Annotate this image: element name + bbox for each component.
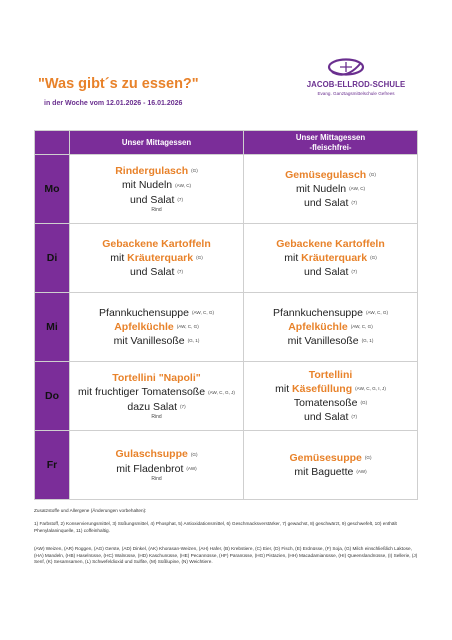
side-dish: mit Nudeln <box>121 179 173 192</box>
allergen-tag: (AW, C) <box>175 182 192 188</box>
day-label: Mi <box>35 293 70 362</box>
side-dish: mit Nudeln <box>295 182 347 195</box>
meat-note: Rind <box>151 206 162 213</box>
menu-table <box>34 130 418 500</box>
side-highlight: Käsefüllung <box>292 382 353 395</box>
side-dish: und Salat <box>130 193 175 206</box>
meal-vegetarian <box>244 362 418 431</box>
side-dish: und Salat <box>304 411 349 424</box>
menu-row-friday <box>35 431 418 500</box>
menu-row-wednesday <box>35 293 418 362</box>
day-label: Do <box>35 362 70 431</box>
dish-name: Gemüsesuppe <box>289 451 362 464</box>
week-range: in der Woche vom 12.01.2026 - 16.01.2026 <box>44 100 183 107</box>
header-corner <box>35 131 70 155</box>
allergen-tag: (7) <box>351 269 357 275</box>
allergen-tag: (7) <box>180 403 186 409</box>
header-vegetarian-label: Unser Mittagessen <box>295 132 366 142</box>
side-dish: mit fruchtiger Tomatensoße <box>78 386 206 399</box>
allergen-tag: (AW, C, G) <box>191 309 214 315</box>
allergen-tag: (G, 1) <box>187 338 200 344</box>
allergen-tag: (7) <box>177 196 183 202</box>
meal-regular <box>70 431 244 500</box>
side-highlight: Kräuterquark <box>127 251 194 264</box>
allergen-tag: (7) <box>351 414 357 420</box>
allergen-tag: (G) <box>191 168 198 174</box>
header-vegetarian-sub: -fleischfrei- <box>309 142 352 152</box>
dish-name: Apfelküchle <box>288 320 348 333</box>
allergen-tag: (AW, C, G) <box>350 324 373 330</box>
side-dish: und Salat <box>304 266 349 278</box>
dish-name: Tortellini "Napoli" <box>112 372 201 385</box>
side-dish: mit Baguette <box>294 466 354 478</box>
school-subtitle: Evang. Ganztagsmittelschule Gefrees <box>317 91 395 96</box>
allergen-tag: (G) <box>369 171 376 177</box>
allergen-tag: (G) <box>360 400 368 406</box>
side-dish: und Salat <box>130 266 175 278</box>
school-name: JACOB-ELLROD-SCHULE <box>306 80 406 89</box>
side-dish: dazu Salat <box>127 400 177 413</box>
menu-header-row <box>35 131 418 155</box>
footer-additives: 1) Farbstoff, 2) Konservierungsmittel, 3) Süßungsmittel, 4) Phosphat, 5) Antioxidationsmittel, 6) Geschmacksverstärker, 7) gewachst, 8) geschwärzt, 9) geschwefelt, 10) enthält Phenylalaninquelle, 11) coffeinhaltig. <box>34 521 397 533</box>
dish-name: Gebackene Kartoffeln <box>102 237 211 250</box>
side-prefix: mit <box>110 251 128 264</box>
dish-name: Gebackene Kartoffeln <box>276 237 385 250</box>
day-label: Fr <box>35 431 70 500</box>
page-title: "Was gibt´s zu essen?" <box>38 76 199 92</box>
dish-name: Gemüsegulasch <box>285 168 367 181</box>
meal-vegetarian <box>244 293 418 362</box>
meal-regular <box>70 293 244 362</box>
meal-regular <box>70 224 244 293</box>
allergen-tag: (AW, C) <box>349 186 366 192</box>
meal-vegetarian <box>244 431 418 500</box>
side-dish: mit Vanillesoße <box>287 335 359 348</box>
allergen-tag: (G) <box>196 255 203 260</box>
day-label: Mo <box>35 155 70 224</box>
allergen-tag: (AW) <box>356 469 367 475</box>
school-logo-icon <box>326 58 366 80</box>
meal-vegetarian <box>244 224 418 293</box>
allergen-tag: (G) <box>190 451 198 457</box>
allergen-tag: (AW, C, G, J) <box>208 389 235 395</box>
header-regular <box>70 131 244 155</box>
meal-regular <box>70 155 244 224</box>
side-dish: und Salat <box>304 197 349 210</box>
side-dish: mit Fladenbrot <box>116 462 184 475</box>
allergen-tag: (G, 1) <box>361 338 374 344</box>
meat-note: Rind <box>151 413 162 420</box>
dish-name: Tortellini <box>308 368 353 381</box>
allergen-tag: (7) <box>351 200 357 206</box>
dish-name: Rindergulasch <box>115 165 189 178</box>
meal-regular <box>70 362 244 431</box>
allergen-tag: (7) <box>177 269 183 275</box>
meal-vegetarian <box>244 155 418 224</box>
day-label: Di <box>35 224 70 293</box>
allergen-tag: (AW, C, G) <box>365 309 388 315</box>
header-regular-label: Unser Mittagessen <box>121 137 192 147</box>
footer-allergens: (AW) Weizen, (AR) Roggen, (AG) Gerste, (AD) Dinkel, (AK) Khorasan-Weizen, (AH) Hafer, (B) Krebstiere, (C) Eier, (D) Fisch, (E) Erdnüsse, (F) Soja, (G) Milch einschließlich Laktose, (HA) Mandeln, (HB) Haselnüsse, (HC) Walnüsse, (HD) Kaschunüsse, (HE) Pecannüsse, (HF) Paranüsse, (HG) Pistazien, (HH) Macadamianüsse, (HI) Queenslandnüsse, (I) Sellerie, (J) Senf, (K) Sesamsamen, (L) Schwefeldioxid und Sulfite, (M) Süßlupine, (N) Weichtiere. <box>34 546 418 565</box>
menu-row-monday <box>35 155 418 224</box>
soup-name: Pfannkuchensuppe <box>99 306 189 319</box>
footer-heading: Zusatzstoffe und Allergene (Änderungen vorbehalten): <box>34 508 147 513</box>
menu-row-thursday <box>35 362 418 431</box>
dish-name: Gulaschsuppe <box>115 448 188 461</box>
allergen-tag: (G) <box>364 455 372 460</box>
side-prefix: mit <box>284 251 302 264</box>
allergen-tag: (AW, C, G) <box>176 324 199 330</box>
school-logo <box>292 58 420 102</box>
allergen-tag: (AW, C, G, I, J) <box>355 385 386 391</box>
menu-row-tuesday <box>35 224 418 293</box>
allergen-tag: (AW) <box>186 465 197 471</box>
meat-note: Rind <box>151 475 162 482</box>
side-highlight: Kräuterquark <box>301 251 368 264</box>
side-dish: mit Vanillesoße <box>113 335 185 348</box>
side-dish: Tomatensoße <box>293 396 358 409</box>
dish-name: Apfelküchle <box>114 320 174 333</box>
soup-name: Pfannkuchensuppe <box>273 306 363 319</box>
header-vegetarian <box>244 131 418 155</box>
side-prefix: mit <box>275 382 293 395</box>
allergen-tag: (G) <box>370 255 377 260</box>
